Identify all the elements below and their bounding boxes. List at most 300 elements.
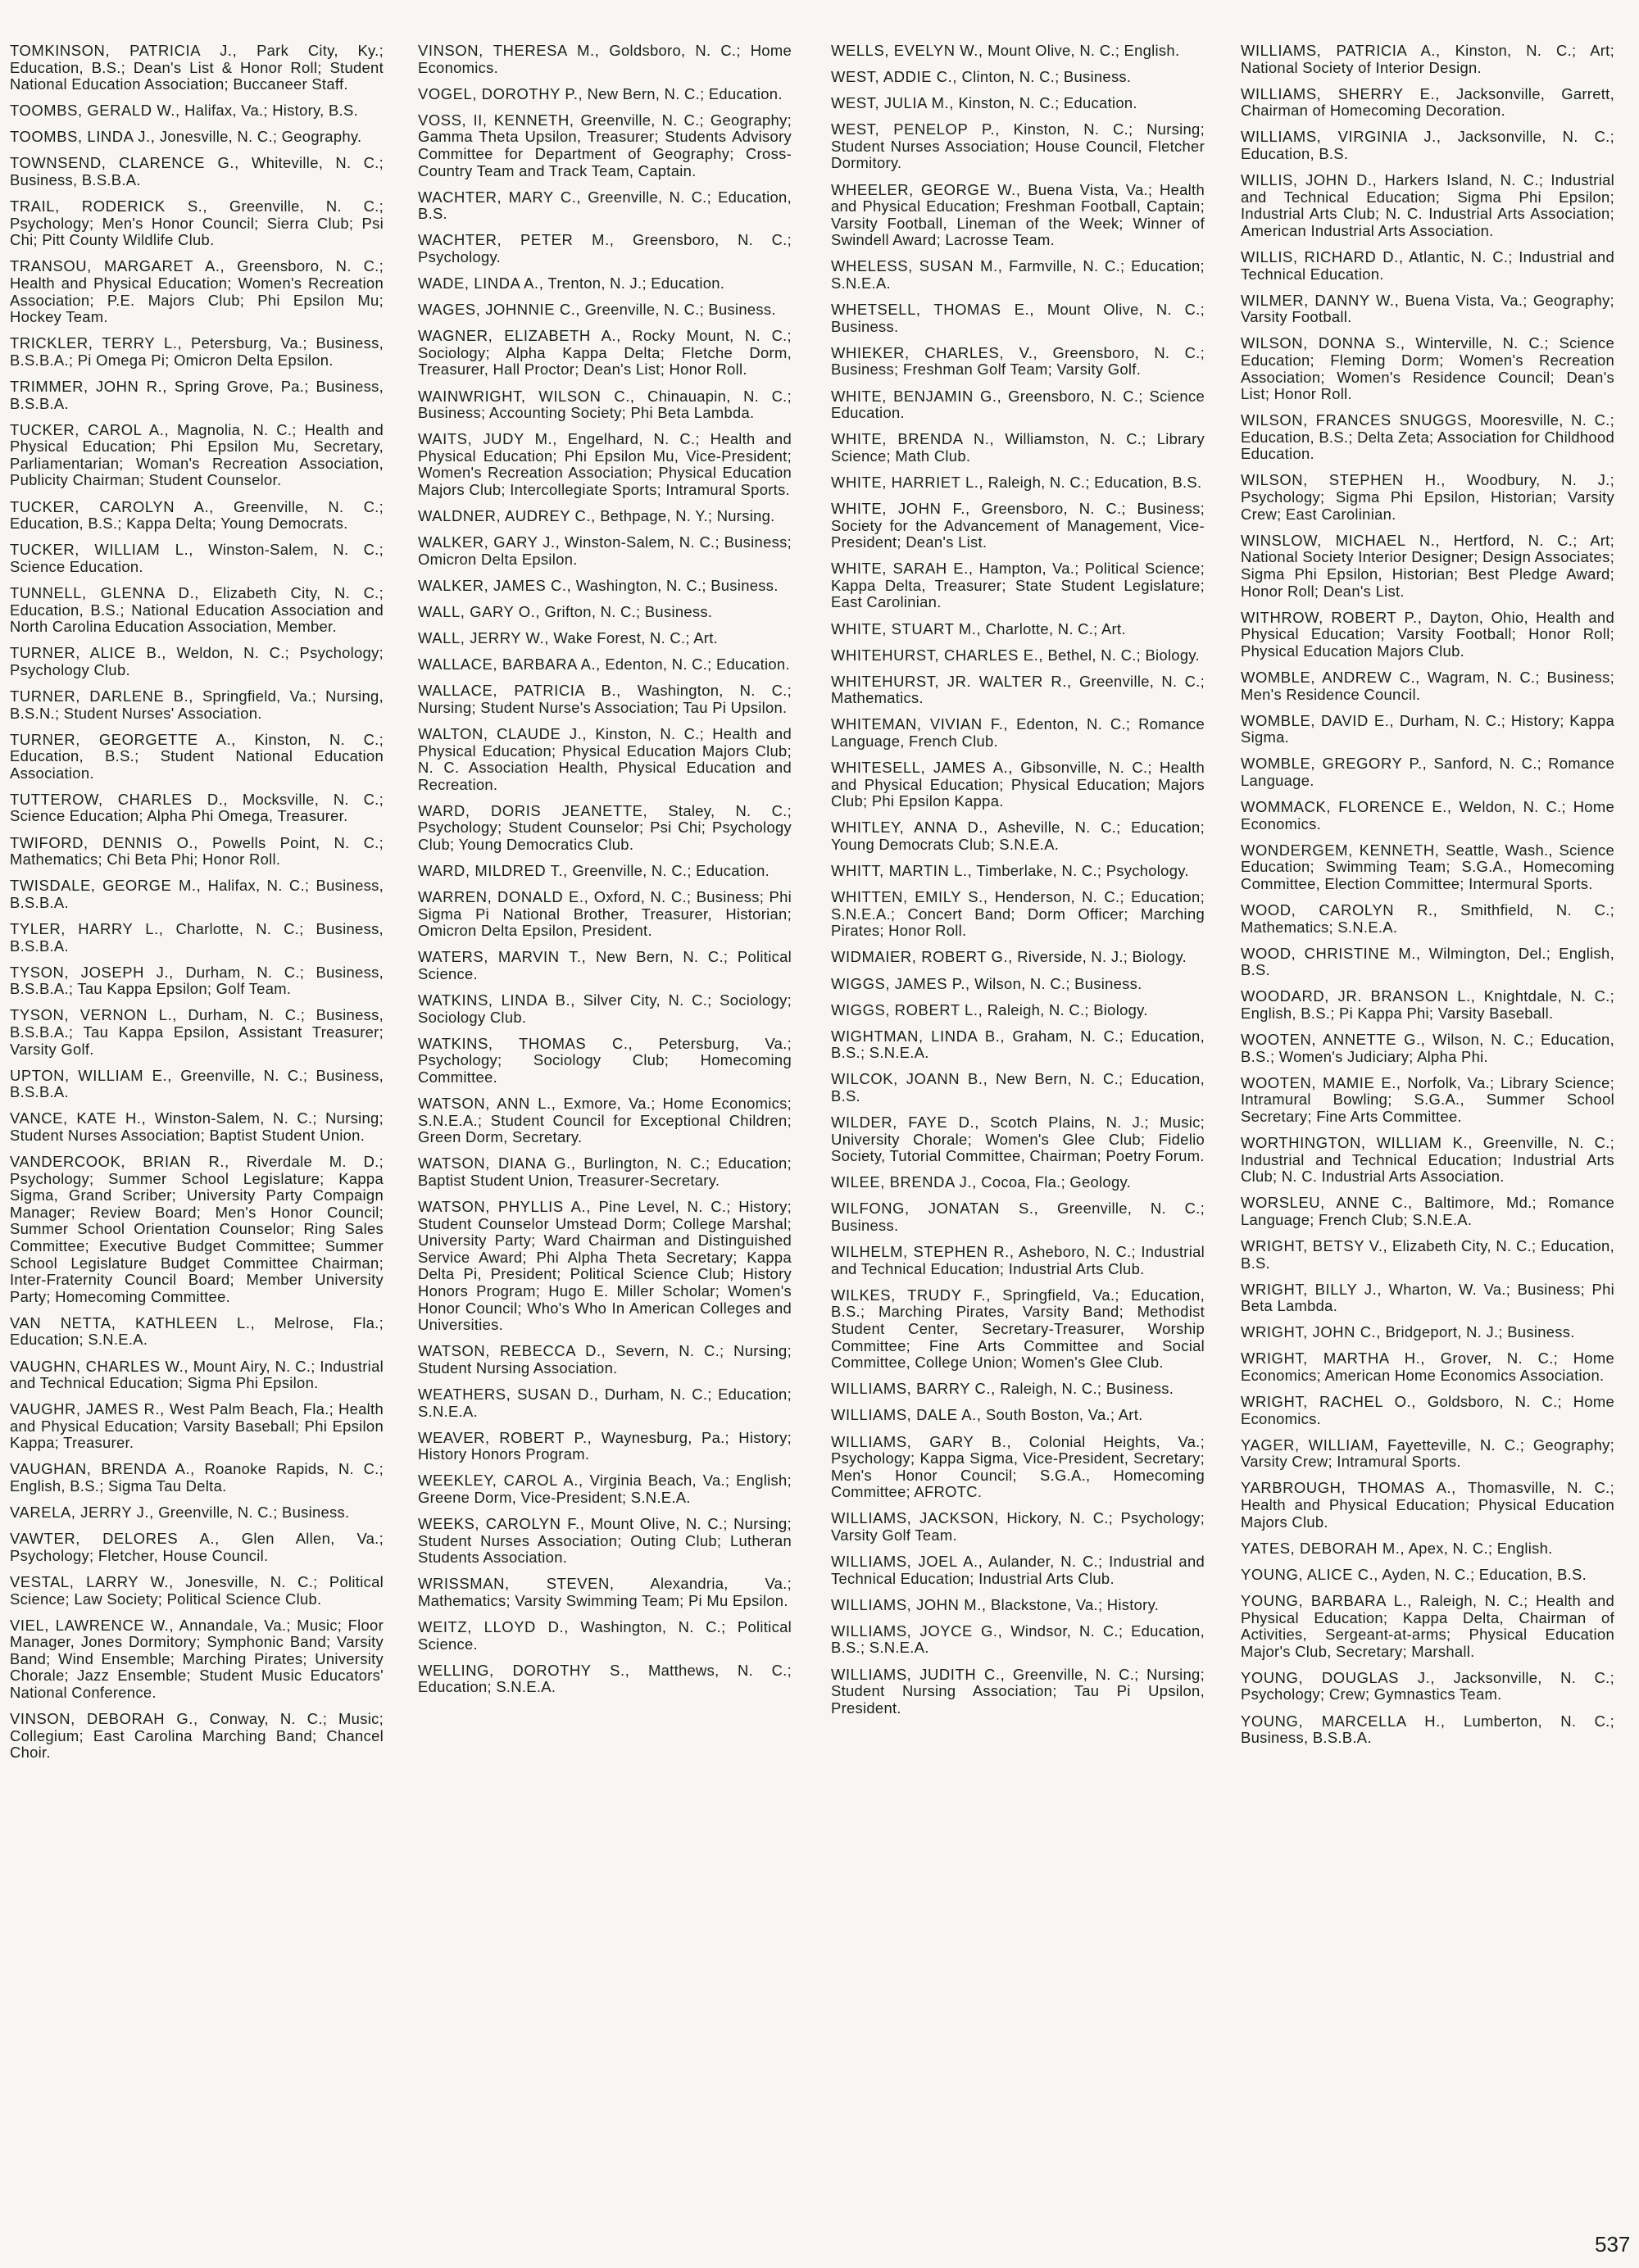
directory-entry — [831, 647, 1205, 665]
entry-name: WIGGS, JAMES P., — [831, 974, 970, 992]
directory-entry — [10, 1531, 384, 1564]
entry-details: Colonial Heights, Va.; Psychology; Kappa Sigma, Vice-President, Secretary; Men's Honor Council; S.G.A., Homecoming Committee; AFROTC. — [831, 1432, 1205, 1501]
directory-entry — [1241, 472, 1614, 523]
directory-entry — [831, 1114, 1205, 1165]
directory-entry — [418, 1516, 792, 1567]
entry-details: Kinston, N. C.; Education. — [958, 94, 1137, 112]
directory-entry — [831, 1287, 1205, 1372]
entry-details: Spring Grove, Pa.; Business, B.S.B.A. — [10, 378, 384, 412]
entry-details: Greenville, N. C.; Psychology; Men's Honor Council; Sierra Club; Psi Chi; Pitt County Wildlife Club. — [10, 197, 384, 249]
entry-details: Weldon, N. C.; Psychology; Psychology Club. — [10, 644, 384, 678]
entry-name: WINSLOW, MICHAEL N., — [1241, 531, 1441, 549]
page-number: 537 — [1595, 2232, 1631, 2257]
entry-name: WALKER, GARY J., — [418, 533, 561, 551]
entry-name: WILLIS, RICHARD D., — [1241, 247, 1404, 265]
entry-details: New Bern, N. C.; Political Science. — [418, 948, 792, 983]
entry-details: Jacksonville, N. C.; Psychology; Crew; Gymnastics Team. — [1241, 1668, 1614, 1703]
entry-name: TUCKER, WILLIAM L., — [10, 541, 193, 559]
entry-name: WRIGHT, RACHEL O., — [1241, 1393, 1416, 1411]
entry-details: Wilson, N. C.; Business. — [974, 974, 1142, 992]
directory-entry — [10, 1401, 384, 1452]
directory-entry — [1241, 1593, 1614, 1660]
entry-details: Mount Olive, N. C.; Business. — [831, 301, 1205, 335]
entry-details: Greenville, N. C.; Mathematics. — [831, 672, 1205, 707]
entry-name: WOMBLE, GREGORY P., — [1241, 755, 1428, 773]
directory-entry — [10, 1007, 384, 1058]
directory-entry — [1241, 335, 1614, 402]
entry-name: WRISSMAN, STEVEN, — [418, 1575, 615, 1593]
entry-details: Greenville, N. C.; Education, B.S.; Kappa Delta; Young Democrats. — [10, 497, 384, 533]
directory-entry — [1241, 293, 1614, 326]
entry-name: WAITS, JUDY M., — [418, 430, 557, 448]
directory-entry — [831, 345, 1205, 379]
entry-details: Annandale, Va.; Music; Floor Manager, Jones Dormitory; Symphonic Band; Varsity Band; Wind Ensemble; Marching Pirates; University Chorale; Jazz Ensemble; Student Music Educators' National Conference. — [10, 1616, 384, 1701]
directory-entry — [1241, 1437, 1614, 1471]
entry-name: WILLIAMS, JOYCE G., — [831, 1622, 1003, 1640]
directory-entry — [10, 198, 384, 249]
directory-entry — [831, 560, 1205, 611]
entry-details: Jacksonville, Garrett, Chairman of Homecoming Decoration. — [1241, 84, 1614, 120]
directory-entry — [10, 688, 384, 722]
entry-details: Windsor, N. C.; Education, B.S.; S.N.E.A. — [831, 1622, 1205, 1657]
directory-entry — [831, 69, 1205, 86]
entry-name: TOOMBS, GERALD W., — [10, 102, 180, 120]
directory-entry — [1241, 669, 1614, 703]
directory-entry — [10, 792, 384, 825]
entry-details: Harkers Island, N. C.; Industrial and Technical Education; Sigma Phi Epsilon; Industrial Arts Club; N. C. Industrial Arts Association; American Industrial Arts Association. — [1241, 171, 1614, 239]
entry-details: Winston-Salem, N. C.; Science Education. — [10, 541, 384, 575]
entry-details: Glen Allen, Va.; Psychology; Fletcher, House Council. — [10, 1530, 384, 1564]
entry-details: Grover, N. C.; Home Economics; American Home Economics Association. — [1241, 1349, 1614, 1384]
directory-entry — [1241, 1032, 1614, 1065]
directory-entry — [831, 716, 1205, 750]
directory-entry — [418, 112, 792, 179]
entry-details: Melrose, Fla.; Education; S.N.E.A. — [10, 1313, 384, 1349]
directory-entry — [831, 1597, 1205, 1614]
directory-entry — [418, 508, 792, 525]
entry-details: Graham, N. C.; Education, B.S.; S.N.E.A. — [831, 1027, 1205, 1062]
entry-details: Greensboro, N. C.; Science Education. — [831, 387, 1205, 422]
entry-name: WARD, DORIS JEANETTE, — [418, 801, 648, 819]
entry-details: Greenville, N. C.; Education. — [572, 862, 770, 880]
directory-entry — [418, 803, 792, 854]
entry-details: Durham, N. C.; Education; S.N.E.A. — [418, 1386, 792, 1420]
entry-details: New Bern, N. C.; Education. — [587, 84, 783, 102]
entry-name: WALDNER, AUDREY C., — [418, 507, 596, 525]
entry-details: Norfolk, Va.; Library Science; Intramural Bowling; S.G.A., Summer School Secretary; Fine Arts Committee. — [1241, 1073, 1614, 1125]
entry-details: Roanoke Rapids, N. C.; English, B.S.; Sigma Tau Delta. — [10, 1460, 384, 1495]
directory-entry — [10, 1617, 384, 1702]
entry-details: Greensboro, N. C.; Psychology. — [418, 231, 792, 265]
directory-entry — [10, 258, 384, 325]
entry-name: TYSON, JOSEPH J., — [10, 963, 174, 981]
entry-name: WARD, MILDRED T., — [418, 862, 568, 880]
entry-name: WILLIAMS, JACKSON, — [831, 1509, 999, 1527]
entry-details: New Bern, N. C.; Education, B.S. — [831, 1070, 1205, 1105]
entry-name: WILLIAMS, PATRICIA A., — [1241, 42, 1441, 59]
entry-details: Kinston, N. C.; Health and Physical Education; Physical Education Majors Club; N. C. Association Health, Physical Education and Recreation. — [418, 724, 792, 793]
directory-entry — [10, 43, 384, 93]
entry-name: YOUNG, ALICE C., — [1241, 1565, 1379, 1583]
entry-name: WITHROW, ROBERT P., — [1241, 608, 1423, 626]
entry-details: Greensboro, N. C.; Business; Society for the Advancement of Management, Vice-President; Dean's List. — [831, 499, 1205, 551]
entry-details: Staley, N. C.; Psychology; Student Counselor; Psi Chi; Psychology Club; Young Democratics Club. — [418, 801, 792, 853]
entry-name: WHETSELL, THOMAS E., — [831, 301, 1035, 319]
entry-details: Fayetteville, N. C.; Geography; Varsity Crew; Intramural Sports. — [1241, 1436, 1614, 1471]
directory-entry — [418, 726, 792, 793]
directory-entry — [1241, 172, 1614, 239]
entry-name: WALTON, CLAUDE J., — [418, 724, 588, 742]
entry-details: Bridgeport, N. J.; Business. — [1385, 1323, 1575, 1341]
entry-name: WACHTER, MARY C., — [418, 188, 582, 206]
entry-details: Greenville, N. C.; Education, B.S. — [418, 188, 792, 223]
entry-details: Greenville, N. C.; Nursing; Student Nursing Association; Tau Pi Upsilon, President. — [831, 1665, 1205, 1717]
entry-name: WILLIAMS, GARY B., — [831, 1432, 1012, 1450]
entry-name: WEEKLEY, CAROL A., — [418, 1472, 583, 1490]
entry-details: Jonesville, N. C.; Geography. — [159, 128, 362, 146]
entry-details: Wilmington, Del.; English, B.S. — [1241, 944, 1614, 979]
directory-entry — [10, 585, 384, 636]
entry-details: Apex, N. C.; English. — [1408, 1539, 1553, 1557]
directory-entry — [1241, 713, 1614, 746]
directory-entry — [418, 431, 792, 498]
entry-name: TOMKINSON, PATRICIA J., — [10, 42, 238, 59]
entry-details: Kinston, N. C.; Nursing; Student Nurses Association; House Council, Fletcher Dormitory. — [831, 120, 1205, 172]
entry-name: WRIGHT, BILLY J., — [1241, 1280, 1382, 1298]
directory-entry — [10, 645, 384, 678]
directory-entry — [418, 302, 792, 319]
entry-name: WIGGS, ROBERT L., — [831, 1000, 983, 1018]
entry-details: Kinston, N. C.; Education, B.S.; Student National Education Association. — [10, 730, 384, 782]
entry-details: Pine Level, N. C.; History; Student Counselor Umstead Dorm; College Marshal; University Party; Ward Chairman and Distinguished Service Award; Phi Alpha Theta Secretary; Kappa Delta Pi, President; Political Science Club; History Honors Program; Hugo E. Miller Scholar; Women's Honor Council; Who's Who In American Colleges and Universities. — [418, 1198, 792, 1334]
entry-details: Springfield, Va.; Education, B.S.; Marching Pirates, Varsity Band; Methodist Student Center, Secretary-Treasurer, Worship Committee; Fine Arts Committee and Social Committee, College Union; Women's Glee Club. — [831, 1286, 1205, 1372]
directory-entry — [10, 1574, 384, 1608]
entry-name: WEITZ, LLOYD D., — [418, 1618, 569, 1636]
entry-name: VAUGHR, JAMES R., — [10, 1400, 165, 1418]
entry-name: WILLIAMS, JOHN M., — [831, 1595, 987, 1613]
entry-details: Buena Vista, Va.; Health and Physical Education; Freshman Football, Captain; Varsity Football, Lineman of the Week; Winner of Swindell Award; Lacrosse Team. — [831, 180, 1205, 249]
entry-details: Mooresville, N. C.; Education, B.S.; Delta Zeta; Association for Childhood Education. — [1241, 411, 1614, 463]
entry-details: Halifax, Va.; History, B.S. — [184, 102, 358, 120]
entry-name: WEATHERS, SUSAN D., — [418, 1386, 599, 1403]
entry-details: Knightdale, N. C.; English, B.S.; Pi Kappa Phi; Varsity Baseball. — [1241, 987, 1614, 1022]
entry-name: WHITLEY, ANNA D., — [831, 819, 988, 837]
entry-name: WALLACE, PATRICIA B., — [418, 682, 621, 700]
directory-entry — [1241, 43, 1614, 76]
entry-details: Waynesburg, Pa.; History; History Honors Program. — [418, 1428, 792, 1463]
entry-details: Charlotte, N. C.; Business, B.S.B.A. — [10, 919, 384, 955]
directory-entry — [418, 1199, 792, 1334]
entry-details: Winterville, N. C.; Science Education; Fleming Dorm; Women's Recreation Association; Women's Residence Council; Dean's List; Honor Roll. — [1241, 334, 1614, 403]
directory-column-3 — [831, 43, 1205, 1726]
entry-name: WHITE, BRENDA N., — [831, 430, 995, 448]
entry-name: TRANSOU, MARGARET A., — [10, 257, 225, 275]
entry-name: TUTTEROW, CHARLES D., — [10, 790, 229, 808]
directory-entry — [831, 976, 1205, 993]
entry-name: VINSON, DEBORAH G., — [10, 1710, 198, 1728]
entry-details: Goldsboro, N. C.; Home Economics. — [1241, 1393, 1614, 1427]
entry-name: WATSON, REBECCA D., — [418, 1342, 606, 1360]
entry-details: Park City, Ky.; Education, B.S.; Dean's List & Honor Roll; Student National Education Association; Buccaneer Staff. — [10, 42, 384, 93]
entry-details: Riverside, N. J.; Biology. — [1017, 948, 1187, 966]
entry-details: Charlotte, N. C.; Art. — [985, 619, 1126, 637]
entry-name: TUNNELL, GLENNA D., — [10, 583, 199, 601]
directory-entry — [1241, 755, 1614, 789]
entry-details: Edenton, N. C.; Education. — [605, 655, 790, 674]
directory-entry — [10, 129, 384, 146]
entry-details: Raleigh, N. C.; Business. — [1000, 1380, 1174, 1398]
directory-entry — [418, 1155, 792, 1189]
entry-details: Oxford, N. C.; Business; Phi Sigma Pi National Brother, Treasurer, Historian; Omicron Delta Epsilon, President. — [418, 888, 792, 940]
directory-entry — [10, 1461, 384, 1495]
directory-entry — [831, 949, 1205, 966]
entry-details: Greenville, N. C.; Business. — [584, 301, 776, 319]
entry-details: Durham, N. C.; History; Kappa Sigma. — [1241, 711, 1614, 746]
entry-name: TOOMBS, LINDA J., — [10, 128, 156, 146]
entry-name: WILLIAMS, VIRGINIA J., — [1241, 128, 1442, 146]
entry-details: Henderson, N. C.; Education; S.N.E.A.; Concert Band; Dorm Officer; Marching Pirates; Honor Roll. — [831, 888, 1205, 940]
entry-name: WAGES, JOHNNIE C., — [418, 301, 581, 319]
entry-details: Cocoa, Fla.; Geology. — [981, 1173, 1132, 1191]
directory-entry — [10, 1154, 384, 1305]
entry-name: VANDERCOOK, BRIAN R., — [10, 1152, 229, 1170]
entry-name: WILFONG, JONATAN S., — [831, 1200, 1039, 1218]
entry-details: Greenville, N. C.; Business. — [831, 1200, 1205, 1235]
directory-entry — [418, 992, 792, 1026]
entry-details: Mount Olive, N. C.; Nursing; Student Nurses Association; Outing Club; Lutheran Students Association. — [418, 1515, 792, 1567]
entry-name: YAGER, WILLIAM, — [1241, 1436, 1379, 1454]
entry-details: Elizabeth City, N. C.; Education, B.S.; National Education Association and North Carolina Education Association, Member. — [10, 583, 384, 636]
entry-details: Bethel, N. C.; Biology. — [1047, 646, 1200, 664]
entry-details: Greenville, N. C.; Geography; Gamma Theta Upsilon, Treasurer; Students Advisory Committee for Department of Geography; Cross-Country Team and Track Team, Captain. — [418, 111, 792, 179]
entry-name: WATSON, ANN L., — [418, 1095, 556, 1113]
entry-details: Greensboro, N. C.; Health and Physical Education; Women's Recreation Association; P.E. Majors Club; Phi Epsilon Mu; Hockey Team. — [10, 257, 384, 326]
directory-entry — [1241, 533, 1614, 600]
entry-name: WILMER, DANNY W., — [1241, 291, 1400, 309]
entry-name: TRIMMER, JOHN R., — [10, 378, 167, 395]
entry-name: WILLIS, JOHN D., — [1241, 171, 1378, 189]
entry-name: UPTON, WILLIAM E., — [10, 1066, 172, 1084]
entry-details: Riverdale M. D.; Psychology; Summer School Legislature; Kappa Sigma, Grand Scriber; University Party Compaign Manager; Review Board; Men's Honor Council; Summer School Orientation Counselor; Ring Sales Committee; Executive Budget Committee; Summer School Legislature Budget Committee Chairman; Inter-Fraternity Council Board; Member University Party; Homecoming Committee. — [10, 1152, 384, 1305]
entry-details: Engelhard, N. C.; Health and Physical Education; Phi Epsilon Mu, Vice-President; Women's Recreation Association; Physical Education Majors Club; Intercollegiate Sports; Intramural Sports. — [418, 430, 792, 498]
directory-entry — [831, 182, 1205, 249]
directory-entry — [1241, 1195, 1614, 1228]
directory-entry — [831, 1623, 1205, 1657]
directory-entry — [831, 431, 1205, 465]
entry-details: Raleigh, N. C.; Health and Physical Education; Kappa Delta, Chairman of Activities, Sergeant-at-arms; Physical Education Major's Club, Secretary; Marshall. — [1241, 1591, 1614, 1660]
directory-entry — [831, 43, 1205, 60]
entry-details: Wake Forest, N. C.; Art. — [553, 629, 719, 647]
directory-entry — [418, 1576, 792, 1609]
entry-name: WOOTEN, MAMIE E., — [1241, 1073, 1401, 1091]
directory-entry — [1241, 799, 1614, 832]
entry-name: WILHELM, STEPHEN R., — [831, 1243, 1015, 1261]
directory-entry — [418, 232, 792, 265]
entry-name: WILSON, STEPHEN H., — [1241, 471, 1446, 489]
entry-name: WATSON, PHYLLIS A., — [418, 1198, 591, 1216]
entry-details: Asheboro, N. C.; Industrial and Technical Education; Industrial Arts Club. — [831, 1243, 1205, 1277]
entry-details: Exmore, Va.; Home Economics; S.N.E.A.; Student Council for Exceptional Children; Green Dorm, Secretary. — [418, 1095, 792, 1146]
entry-details: South Boston, Va.; Art. — [985, 1406, 1143, 1424]
entry-name: WIGHTMAN, LINDA B., — [831, 1027, 1006, 1045]
entry-name: WOOD, CAROLYN R., — [1241, 900, 1438, 919]
entry-details: Greensboro, N. C.; Business; Freshman Golf Team; Varsity Golf. — [831, 343, 1205, 379]
entry-details: Gibsonville, N. C.; Health and Physical Education; Physical Education; Majors Club; Phi Epsilon Kappa. — [831, 759, 1205, 810]
entry-details: Silver City, N. C.; Sociology; Sociology Club. — [418, 991, 792, 1026]
entry-details: Hampton, Va.; Political Science; Kappa Delta, Treasurer; State Student Legislature; East Carolinian. — [831, 560, 1205, 611]
directory-entry — [1241, 1713, 1614, 1747]
entry-name: VOGEL, DOROTHY P., — [418, 84, 583, 102]
entry-name: WATSON, DIANA G., — [418, 1154, 576, 1173]
entry-name: TYLER, HARRY L., — [10, 919, 164, 937]
directory-entry — [10, 155, 384, 188]
directory-entry — [1241, 1075, 1614, 1126]
entry-details: Kinston, N. C.; Art; National Society of Interior Design. — [1241, 42, 1615, 76]
directory-entry — [418, 275, 792, 293]
entry-name: WHITEHURST, JR. WALTER R., — [831, 672, 1072, 690]
entry-name: TUCKER, CAROLYN A., — [10, 497, 214, 515]
directory-entry — [1241, 1394, 1614, 1427]
entry-details: Raleigh, N. C.; Education, B.S. — [987, 473, 1202, 491]
entry-name: WAGNER, ELIZABETH A., — [418, 327, 621, 345]
directory-entry — [418, 1472, 792, 1506]
entry-name: TWIFORD, DENNIS O., — [10, 833, 198, 851]
entry-name: WORSLEU, ANNE C., — [1241, 1194, 1413, 1212]
entry-details: Winston-Salem, N. C.; Business; Omicron Delta Epsilon. — [418, 533, 792, 568]
directory-entry — [1241, 1670, 1614, 1703]
directory-entry — [10, 732, 384, 782]
directory-entry — [1241, 1281, 1614, 1315]
entry-name: WILLIAMS, JOEL A., — [831, 1553, 983, 1571]
directory-entry — [1241, 1480, 1614, 1531]
entry-details: Grifton, N. C.; Business. — [544, 602, 713, 620]
entry-details: Blackstone, Va.; History. — [991, 1595, 1160, 1613]
directory-entry — [418, 949, 792, 982]
directory-entry — [10, 422, 384, 489]
entry-name: WHITE, SARAH E., — [831, 560, 974, 578]
entry-name: WRIGHT, BETSY V., — [1241, 1236, 1388, 1254]
directory-entry — [831, 1407, 1205, 1424]
entry-details: Washington, N. C.; Business. — [575, 576, 779, 594]
entry-details: Jacksonville, N. C.; Education, B.S. — [1241, 128, 1614, 162]
directory-entry — [831, 1028, 1205, 1062]
directory-entry — [831, 388, 1205, 422]
directory-entry — [418, 1036, 792, 1086]
entry-name: WATKINS, THOMAS C., — [418, 1034, 633, 1052]
directory-entry — [10, 1711, 384, 1762]
entry-name: WALL, GARY O., — [418, 602, 541, 620]
entry-details: Smithfield, N. C.; Mathematics; S.N.E.A. — [1241, 900, 1614, 936]
entry-name: WATERS, MARVIN T., — [418, 948, 587, 966]
entry-name: WHITESELL, JAMES A., — [831, 759, 1014, 777]
entry-details: Woodbury, N. J.; Psychology; Sigma Phi Epsilon, Historian; Varsity Crew; East Carolinian. — [1241, 471, 1614, 523]
entry-details: Chinauapin, N. C.; Business; Accounting Society; Phi Beta Lambda. — [418, 387, 792, 422]
entry-name: WHEELER, GEORGE W., — [831, 180, 1021, 198]
entry-name: WELLING, DOROTHY S., — [418, 1661, 630, 1679]
entry-details: Magnolia, N. C.; Health and Physical Education; Phi Epsilon Mu, Secretary, Parliamentarian; Woman's Recreation Association, Publicity Chairman; Student Counselor. — [10, 420, 384, 489]
entry-name: WHITE, BENJAMIN G., — [831, 387, 1002, 405]
entry-name: VANCE, KATE H., — [10, 1109, 147, 1127]
entry-name: VESTAL, LARRY W., — [10, 1572, 174, 1590]
entry-name: WAINWRIGHT, WILSON C., — [418, 387, 635, 405]
entry-details: Edenton, N. C.; Romance Language, French Club. — [831, 715, 1205, 750]
entry-details: West Palm Beach, Fla.; Health and Physical Education; Varsity Baseball; Phi Epsilon Kappa; Treasurer. — [10, 1400, 384, 1452]
entry-details: Hickory, N. C.; Psychology; Varsity Golf Team. — [831, 1509, 1205, 1544]
entry-details: Greenville, N. C.; Business, B.S.B.A. — [10, 1066, 384, 1101]
entry-name: VAN NETTA, KATHLEEN L., — [10, 1313, 256, 1331]
entry-name: WEAVER, ROBERT P., — [418, 1428, 592, 1446]
entry-name: YOUNG, MARCELLA H., — [1241, 1712, 1446, 1730]
entry-name: WALLACE, BARBARA A., — [418, 655, 601, 674]
entry-name: YARBROUGH, THOMAS A., — [1241, 1479, 1456, 1497]
directory-entry — [1241, 902, 1614, 936]
directory-entry — [831, 121, 1205, 172]
directory-column-2 — [418, 43, 792, 1705]
entry-name: WHIEKER, CHARLES, V., — [831, 343, 1038, 361]
directory-entry — [418, 1386, 792, 1420]
directory-entry — [418, 889, 792, 940]
directory-entry — [418, 656, 792, 674]
directory-entry — [418, 1662, 792, 1696]
entry-name: WILDER, FAYE D., — [831, 1114, 979, 1132]
directory-entry — [418, 1619, 792, 1653]
entry-name: WOOTEN, ANNETTE G., — [1241, 1031, 1426, 1048]
entry-details: Durham, N. C.; Business, B.S.B.A.; Tau Kappa Epsilon, Assistant Treasurer; Varsity Golf. — [10, 1006, 384, 1058]
directory-entry — [1241, 249, 1614, 283]
directory-entry — [418, 604, 792, 621]
entry-details: Greenville, N. C.; Industrial and Technical Education; Industrial Arts Club; N. C. Industrial Arts Association. — [1241, 1133, 1614, 1186]
entry-name: VAWTER, DELORES A., — [10, 1530, 220, 1548]
directory-entry — [831, 302, 1205, 335]
directory-entry — [10, 1315, 384, 1349]
directory-entry — [10, 921, 384, 955]
directory-entry — [1241, 1540, 1614, 1558]
directory-entry — [10, 379, 384, 412]
entry-name: TOWNSEND, CLARENCE G., — [10, 154, 239, 172]
directory-entry — [831, 621, 1205, 638]
entry-details: Washington, N. C.; Political Science. — [418, 1618, 792, 1653]
entry-name: WEEKS, CAROLYN F., — [418, 1515, 585, 1533]
entry-details: Bethpage, N. Y.; Nursing. — [600, 507, 775, 525]
entry-name: VINSON, THERESA M., — [418, 42, 600, 59]
directory-entry — [10, 335, 384, 369]
directory-entry — [831, 501, 1205, 551]
entry-name: TWISDALE, GEORGE M., — [10, 877, 202, 895]
entry-details: Buena Vista, Va.; Geography; Varsity Football. — [1241, 291, 1614, 326]
directory-entry — [831, 819, 1205, 853]
directory-entry — [10, 835, 384, 869]
entry-name: WOMBLE, ANDREW C., — [1241, 668, 1420, 686]
directory-entry — [418, 86, 792, 103]
directory-entry — [1241, 1567, 1614, 1584]
directory-entry — [418, 189, 792, 223]
entry-details: Raleigh, N. C.; Biology. — [987, 1000, 1148, 1018]
entry-details: Rocky Mount, N. C.; Sociology; Alpha Kappa Delta; Fletche Dorm, Treasurer, Hall Proctor; Dean's List; Honor Roll. — [418, 327, 792, 379]
entry-details: Hertford, N. C.; Art; National Society Interior Designer; Design Associates; Sigma Phi Epsilon, Historian; Best Pledge Award; Honor Roll; Dean's List. — [1241, 531, 1614, 600]
entry-details: Baltimore, Md.; Romance Language; French Club; S.N.E.A. — [1241, 1194, 1614, 1228]
entry-details: Mocksville, N. C.; Science Education; Alpha Phi Omega, Treasurer. — [10, 790, 384, 825]
entry-name: WEST, PENELOP P., — [831, 120, 1000, 138]
entry-name: TURNER, DARLENE B., — [10, 687, 193, 705]
entry-name: TURNER, GEORGETTE A., — [10, 730, 236, 748]
entry-name: WEST, JULIA M., — [831, 94, 955, 112]
entry-name: WORTHINGTON, WILLIAM K., — [1241, 1133, 1473, 1151]
entry-name: WADE, LINDA A., — [418, 274, 544, 293]
directory-entry — [831, 1174, 1205, 1191]
entry-details: Farmville, N. C.; Education; S.N.E.A. — [831, 257, 1205, 293]
directory-entry — [831, 674, 1205, 707]
entry-name: TYSON, VERNON L., — [10, 1006, 177, 1024]
